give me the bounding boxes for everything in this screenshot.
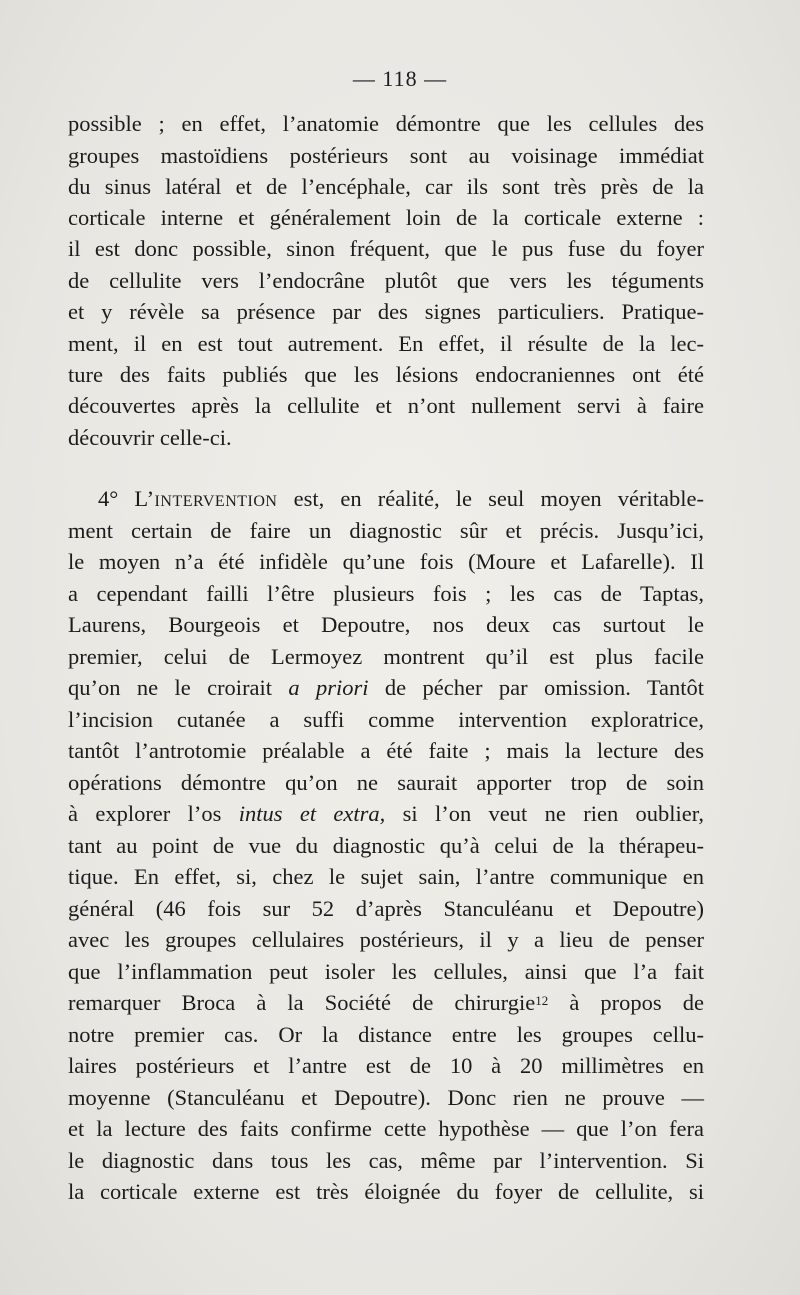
text-line: moyenne (Stanculéanu et Depoutre). Donc rien ne prouve — <box>68 1085 704 1110</box>
text-span: qu’on ne le croirait <box>68 675 289 700</box>
footnote-reference: 12 <box>535 993 549 1008</box>
text-span: remarquer Broca à la Société de chirurgie <box>68 990 536 1015</box>
text-line: a cependant failli l’être plusieurs fois ; les cas de Taptas, <box>68 581 704 606</box>
text-line: la corticale externe est très éloignée du foyer de cellulite, si <box>68 1179 704 1204</box>
text-line: ment, il en est tout autrement. En effet, il résulte de la lec- <box>68 331 704 356</box>
text-line: tique. En effet, si, chez le sujet sain, l’antre communique en <box>68 864 704 889</box>
italic-span: intus et extra, <box>238 801 386 826</box>
text-line: le diagnostic dans tous les cas, même par l’intervention. Si <box>68 1148 704 1173</box>
text-line: opérations démontre qu’on ne saurait apporter trop de soin <box>68 770 704 795</box>
text-line: ment certain de faire un diagnostic sûr et précis. Jusqu’ici, <box>68 518 704 543</box>
text-line <box>68 803 704 826</box>
section-heading-line <box>68 488 704 511</box>
text-line: premier, celui de Lermoyez montrent qu’il est plus facile <box>68 644 704 669</box>
text-line: notre premier cas. Or la distance entre les groupes cellu- <box>68 1022 704 1047</box>
text-line <box>68 677 704 700</box>
text-line: ture des faits publiés que les lésions endocraniennes ont été <box>68 362 704 387</box>
text-line: de cellulite vers l’endocrâne plutôt que vers les téguments <box>68 268 704 293</box>
text-span: à explorer l’os <box>68 801 239 826</box>
page-number: — 118 — <box>352 66 448 91</box>
text-line: et la lecture des faits confirme cette hypothèse — que l’on fera <box>68 1116 704 1141</box>
text-line: l’incision cutanée a suffi comme intervention exploratrice, <box>68 707 704 732</box>
text-line: Laurens, Bourgeois et Depoutre, nos deux cas surtout le <box>68 612 704 637</box>
text-line: possible ; en effet, l’anatomie démontre que les cellules des <box>68 111 704 136</box>
text-line: découvertes après la cellulite et n’ont nullement servi à faire <box>68 393 704 418</box>
section-number: 4° <box>98 486 135 511</box>
text-line: général (46 fois sur 52 d’après Stanculéanu et Depoutre) <box>68 896 704 921</box>
text-line: il est donc possible, sinon fréquent, que le pus fuse du foyer <box>68 236 704 261</box>
section-title: L’intervention <box>134 486 278 511</box>
italic-span: a priori <box>288 675 369 700</box>
text-span: de pécher par omission. Tantôt <box>368 675 704 700</box>
text-span: est, en réalité, le seul moyen véritable- <box>277 486 705 511</box>
text-line: laires postérieurs et l’antre est de 10 à 20 millimètres en <box>68 1053 704 1078</box>
text-line: tantôt l’antrotomie préalable a été faite ; mais la lecture des <box>68 738 704 763</box>
text-span: à propos de <box>548 990 704 1015</box>
text-line: du sinus latéral et de l’encéphale, car ils sont très près de la <box>68 174 704 199</box>
text-span: si l’on veut ne rien oublier, <box>385 801 704 826</box>
text-line: que l’inflammation peut isoler les cellules, ainsi que l’a fait <box>68 959 704 984</box>
text-line: groupes mastoïdiens postérieurs sont au voisinage immédiat <box>68 143 704 168</box>
text-line: et y révèle sa présence par des signes particuliers. Pratique- <box>68 299 704 324</box>
text-line: corticale interne et généralement loin de la corticale externe : <box>68 205 704 230</box>
text-line: avec les groupes cellulaires postérieurs, il y a lieu de penser <box>68 927 704 952</box>
text-line: tant au point de vue du diagnostic qu’à celui de la thérapeu- <box>68 833 704 858</box>
text-line: le moyen n’a été infidèle qu’une fois (Moure et Lafarelle). Il <box>68 549 704 574</box>
text-line: découvrir celle-ci. <box>68 425 232 450</box>
text-line <box>68 992 704 1015</box>
